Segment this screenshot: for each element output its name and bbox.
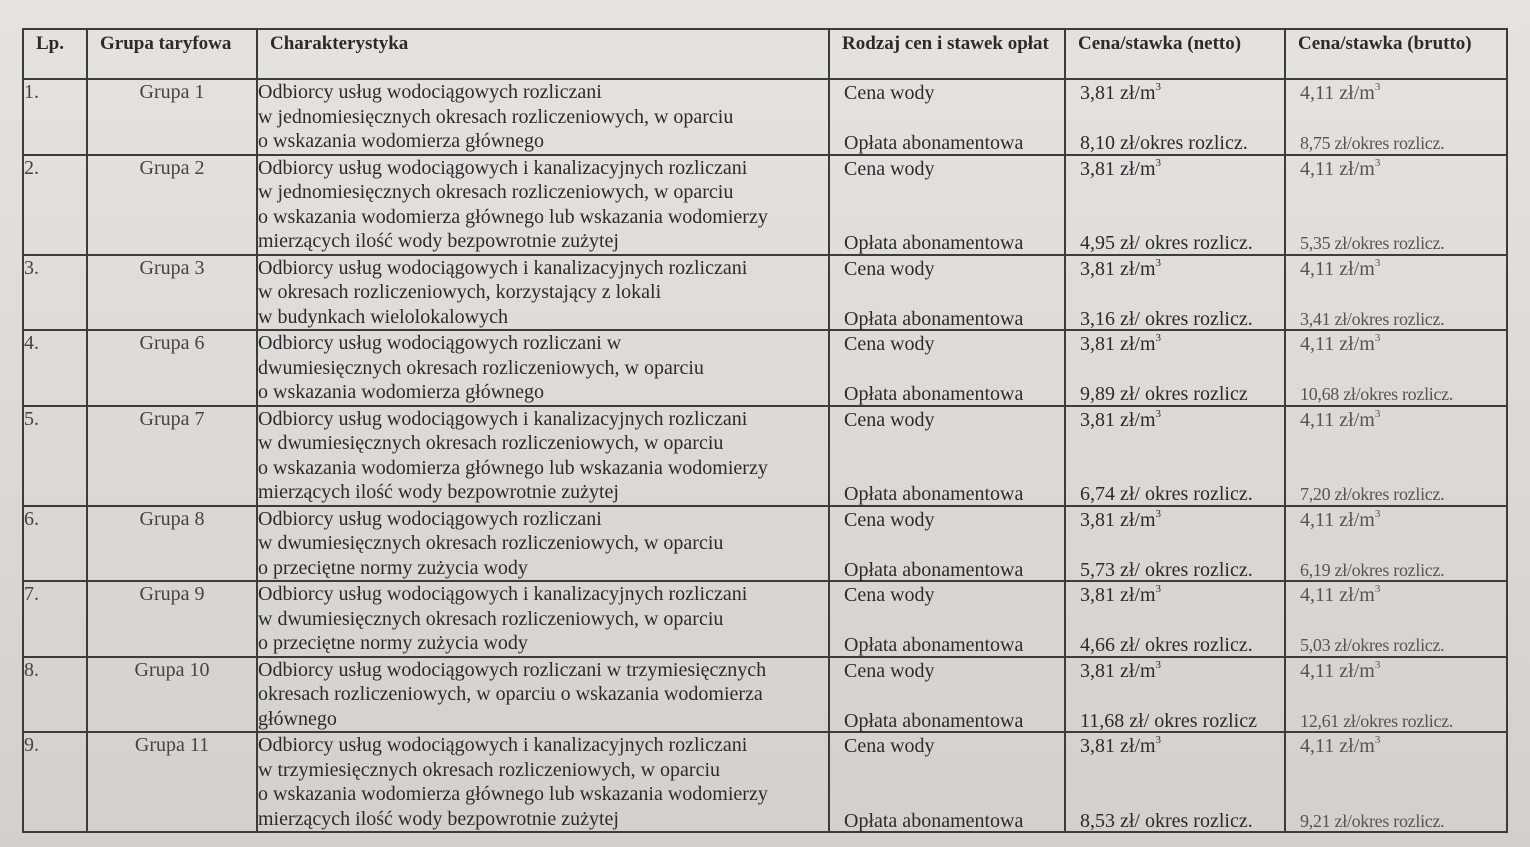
price-type-cell xyxy=(829,79,1065,155)
cubic-exponent: 3 xyxy=(1155,658,1162,671)
gross-subscription-fee: 8,75 zł/okres rozlicz. xyxy=(1300,133,1445,153)
characteristic-line: dwumiesięcznych okresach rozliczeniowych, w oparciu xyxy=(258,356,704,379)
gross-water-price xyxy=(1300,734,1380,759)
table-row xyxy=(23,79,1507,155)
gross-water-price xyxy=(1300,408,1380,433)
table-row xyxy=(23,657,1507,733)
price-type-cell xyxy=(829,657,1065,733)
net-price-cell xyxy=(1065,79,1285,155)
header-brutto: Cena/stawka (brutto) xyxy=(1285,29,1507,79)
gross-water-value: 4,11 zł/m xyxy=(1300,735,1375,757)
characteristic-line: o wskazania wodomierza głównego lub wskazania wodomierzy xyxy=(258,456,768,479)
cubic-exponent: 3 xyxy=(1155,81,1162,93)
price-type-cell xyxy=(829,155,1065,255)
cubic-exponent: 3 xyxy=(1374,256,1381,269)
price-type-water: Cena wody xyxy=(844,408,935,431)
gross-water-value: 4,11 zł/m xyxy=(1300,508,1375,531)
gross-subscription-fee: 10,68 zł/okres rozlicz. xyxy=(1300,384,1454,404)
price-type-water: Cena wody xyxy=(844,508,935,531)
cubic-exponent: 3 xyxy=(1374,507,1381,520)
net-water-value: 3,81 zł/m xyxy=(1080,508,1156,531)
price-type-cell xyxy=(829,732,1065,832)
characteristic-line: w jednomiesięcznych okresach rozliczeniowych, w oparciu xyxy=(258,181,734,203)
net-subscription-fee: 6,74 zł/ okres rozlicz. xyxy=(1080,483,1253,505)
table-header xyxy=(23,29,1507,79)
characteristic-line: o wskazania wodomierza głównego xyxy=(258,381,545,403)
net-subscription-fee: 3,16 zł/ okres rozlicz. xyxy=(1080,307,1253,330)
characteristic-line: mierzących ilość wody bezpowrotnie zużytej xyxy=(258,807,619,830)
characteristic-cell xyxy=(257,255,829,331)
price-type-subscription: Opłata abonamentowa xyxy=(844,232,1024,254)
price-type-water: Cena wody xyxy=(844,333,935,355)
characteristic-line: w okresach rozliczeniowych, korzystający z lokali xyxy=(258,281,662,303)
price-type-water: Cena wody xyxy=(844,584,935,606)
price-type-cell xyxy=(829,255,1065,331)
net-subscription-fee: 8,53 zł/ okres rozlicz. xyxy=(1080,809,1253,832)
net-price-cell xyxy=(1065,657,1285,733)
price-type-subscription: Opłata abonamentowa xyxy=(844,558,1024,581)
characteristic-line: o przeciętne normy zużycia wody xyxy=(258,632,528,654)
characteristic-line: mierzących ilość wody bezpowrotnie zużytej xyxy=(258,481,619,503)
tariff-group: Grupa 7 xyxy=(87,406,257,506)
row-number: 8. xyxy=(23,657,87,733)
header-rodzaj: Rodzaj cen i stawek opłat xyxy=(829,29,1065,79)
row-number: 1. xyxy=(23,79,87,155)
table-row xyxy=(23,581,1507,657)
net-water-price xyxy=(1080,332,1161,357)
net-subscription-fee: 4,66 zł/ okres rozlicz. xyxy=(1080,634,1253,656)
tariff-group: Grupa 1 xyxy=(87,79,257,155)
gross-water-value: 4,11 zł/m xyxy=(1300,333,1375,355)
row-number: 3. xyxy=(23,255,87,331)
characteristic-line: Odbiorcy usług wodociągowych rozliczani w xyxy=(258,332,622,354)
header-grupa: Grupa taryfowa xyxy=(87,29,257,79)
gross-subscription-fee: 12,61 zł/okres rozlicz. xyxy=(1300,710,1454,731)
characteristic-line: w dwumiesięcznych okresach rozliczeniowych, w oparciu xyxy=(258,607,724,630)
cubic-exponent: 3 xyxy=(1155,734,1162,746)
gross-price-cell xyxy=(1285,155,1507,255)
net-subscription-fee: 4,95 zł/ okres rozlicz. xyxy=(1080,232,1253,254)
cubic-exponent: 3 xyxy=(1155,507,1162,520)
gross-subscription-fee: 7,20 zł/okres rozlicz. xyxy=(1300,484,1445,504)
cubic-exponent: 3 xyxy=(1155,583,1162,595)
net-water-price xyxy=(1080,583,1161,608)
gross-water-value: 4,11 zł/m xyxy=(1300,659,1375,682)
cubic-exponent: 3 xyxy=(1374,407,1381,420)
net-subscription-fee: 9,89 zł/ okres rozlicz xyxy=(1080,383,1248,405)
cubic-exponent: 3 xyxy=(1155,256,1162,269)
gross-water-price xyxy=(1300,583,1380,608)
net-water-value: 3,81 zł/m xyxy=(1080,584,1156,606)
price-type-water: Cena wody xyxy=(844,82,935,104)
gross-price-cell xyxy=(1285,506,1507,582)
price-type-water: Cena wody xyxy=(844,735,935,757)
gross-price-cell xyxy=(1285,657,1507,733)
header-row xyxy=(23,29,1507,79)
row-number: 4. xyxy=(23,330,87,406)
characteristic-cell xyxy=(257,581,829,657)
characteristic-line: mierzących ilość wody bezpowrotnie zużytej xyxy=(258,230,619,252)
tariff-group: Grupa 10 xyxy=(87,657,257,733)
characteristic-line: Odbiorcy usług wodociągowych rozliczani xyxy=(258,507,602,530)
cubic-exponent: 3 xyxy=(1374,658,1381,671)
cubic-exponent: 3 xyxy=(1374,81,1381,93)
gross-water-price xyxy=(1300,508,1380,533)
table-row xyxy=(23,255,1507,331)
header-lp: Lp. xyxy=(23,29,87,79)
price-type-cell xyxy=(829,506,1065,582)
characteristic-line: w dwumiesięcznych okresach rozliczeniowych, w oparciu xyxy=(258,432,724,454)
gross-subscription-fee: 9,21 zł/okres rozlicz. xyxy=(1300,810,1445,831)
gross-water-value: 4,11 zł/m xyxy=(1300,584,1375,606)
net-subscription-fee: 5,73 zł/ okres rozlicz. xyxy=(1080,558,1253,581)
tariff-table xyxy=(22,28,1508,833)
characteristic-line: Odbiorcy usług wodociągowych i kanalizacyjnych rozliczani xyxy=(258,734,748,756)
characteristic-line: Odbiorcy usług wodociągowych i kanalizacyjnych rozliczani xyxy=(258,156,748,179)
characteristic-line: o wskazania wodomierza głównego xyxy=(258,130,545,152)
net-price-cell xyxy=(1065,406,1285,506)
price-type-subscription: Opłata abonamentowa xyxy=(844,383,1024,405)
price-type-subscription: Opłata abonamentowa xyxy=(844,483,1024,505)
tariff-group: Grupa 8 xyxy=(87,506,257,582)
tariff-group: Grupa 9 xyxy=(87,581,257,657)
gross-water-price xyxy=(1300,659,1380,684)
net-price-cell xyxy=(1065,255,1285,331)
row-number: 2. xyxy=(23,155,87,255)
price-type-subscription: Opłata abonamentowa xyxy=(844,809,1024,832)
net-water-value: 3,81 zł/m xyxy=(1080,333,1156,355)
net-water-value: 3,81 zł/m xyxy=(1080,659,1156,682)
characteristic-line: w jednomiesięcznych okresach rozliczeniowych, w oparciu xyxy=(258,105,734,128)
net-price-cell xyxy=(1065,506,1285,582)
price-type-subscription: Opłata abonamentowa xyxy=(844,132,1024,154)
gross-water-value: 4,11 zł/m xyxy=(1300,257,1375,280)
net-water-value: 3,81 zł/m xyxy=(1080,408,1156,431)
cubic-exponent: 3 xyxy=(1374,734,1381,746)
cubic-exponent: 3 xyxy=(1374,156,1381,169)
price-type-subscription: Opłata abonamentowa xyxy=(844,634,1024,656)
gross-water-price xyxy=(1300,157,1380,182)
net-water-value: 3,81 zł/m xyxy=(1080,257,1156,280)
net-water-value: 3,81 zł/m xyxy=(1080,157,1156,180)
gross-price-cell xyxy=(1285,330,1507,406)
tariff-group: Grupa 3 xyxy=(87,255,257,331)
gross-water-price xyxy=(1300,332,1380,357)
tariff-group: Grupa 2 xyxy=(87,155,257,255)
net-water-price xyxy=(1080,157,1161,182)
table-row xyxy=(23,155,1507,255)
characteristic-line: o wskazania wodomierza głównego lub wskazania wodomierzy xyxy=(258,205,768,228)
characteristic-line: głównego xyxy=(258,707,337,730)
price-type-cell xyxy=(829,581,1065,657)
table-body xyxy=(23,79,1507,832)
gross-price-cell xyxy=(1285,255,1507,331)
cubic-exponent: 3 xyxy=(1155,156,1162,169)
price-type-cell xyxy=(829,330,1065,406)
net-water-value: 3,81 zł/m xyxy=(1080,735,1156,757)
net-water-value: 3,81 zł/m xyxy=(1080,82,1156,104)
header-charakterystyka: Charakterystyka xyxy=(257,29,829,79)
gross-price-cell xyxy=(1285,732,1507,832)
gross-subscription-fee: 5,03 zł/okres rozlicz. xyxy=(1300,635,1445,655)
net-price-cell xyxy=(1065,155,1285,255)
characteristic-line: Odbiorcy usług wodociągowych i kanalizacyjnych rozliczani xyxy=(258,583,748,605)
gross-subscription-fee: 5,35 zł/okres rozlicz. xyxy=(1300,233,1445,253)
net-price-cell xyxy=(1065,732,1285,832)
price-type-water: Cena wody xyxy=(844,659,935,682)
net-price-cell xyxy=(1065,581,1285,657)
net-water-price xyxy=(1080,257,1161,282)
price-type-subscription: Opłata abonamentowa xyxy=(844,709,1024,732)
tariff-group: Grupa 11 xyxy=(87,732,257,832)
characteristic-line: Odbiorcy usług wodociągowych i kanalizacyjnych rozliczani xyxy=(258,256,748,279)
gross-subscription-fee: 6,19 zł/okres rozlicz. xyxy=(1300,559,1445,580)
table-row xyxy=(23,506,1507,582)
row-number: 9. xyxy=(23,732,87,832)
gross-price-cell xyxy=(1285,406,1507,506)
gross-subscription-fee: 3,41 zł/okres rozlicz. xyxy=(1300,308,1445,329)
table-row xyxy=(23,330,1507,406)
row-number: 6. xyxy=(23,506,87,582)
characteristic-line: o wskazania wodomierza głównego lub wskazania wodomierzy xyxy=(258,783,768,805)
characteristic-line: okresach rozliczeniowych, w oparciu o wskazania wodomierza xyxy=(258,683,763,705)
net-price-cell xyxy=(1065,330,1285,406)
net-water-price xyxy=(1080,508,1161,533)
gross-price-cell xyxy=(1285,79,1507,155)
characteristic-cell xyxy=(257,732,829,832)
characteristic-line: w dwumiesięcznych okresach rozliczeniowych, w oparciu xyxy=(258,532,724,554)
price-type-subscription: Opłata abonamentowa xyxy=(844,307,1024,330)
row-number: 5. xyxy=(23,406,87,506)
cubic-exponent: 3 xyxy=(1155,332,1162,344)
table-row xyxy=(23,732,1507,832)
net-subscription-fee: 8,10 zł/okres rozlicz. xyxy=(1080,132,1248,154)
characteristic-line: Odbiorcy usług wodociągowych rozliczani w trzymiesięcznych xyxy=(258,658,767,681)
header-netto: Cena/stawka (netto) xyxy=(1065,29,1285,79)
gross-water-price xyxy=(1300,81,1380,106)
price-type-cell xyxy=(829,406,1065,506)
gross-water-price xyxy=(1300,257,1380,282)
characteristic-line: w trzymiesięcznych okresach rozliczeniowych, w oparciu xyxy=(258,758,721,781)
cubic-exponent: 3 xyxy=(1374,332,1381,344)
gross-water-value: 4,11 zł/m xyxy=(1300,408,1375,431)
cubic-exponent: 3 xyxy=(1374,583,1381,595)
gross-water-value: 4,11 zł/m xyxy=(1300,157,1375,180)
price-type-water: Cena wody xyxy=(844,257,935,280)
characteristic-line: o przeciętne normy zużycia wody xyxy=(258,556,528,579)
table-row xyxy=(23,406,1507,506)
characteristic-cell xyxy=(257,506,829,582)
characteristic-line: Odbiorcy usług wodociągowych rozliczani xyxy=(258,81,602,103)
net-water-price xyxy=(1080,408,1161,433)
characteristic-cell xyxy=(257,657,829,733)
tariff-group: Grupa 6 xyxy=(87,330,257,406)
characteristic-line: w budynkach wielolokalowych xyxy=(258,305,508,328)
gross-water-value: 4,11 zł/m xyxy=(1300,82,1375,104)
characteristic-cell xyxy=(257,330,829,406)
row-number: 7. xyxy=(23,581,87,657)
net-water-price xyxy=(1080,734,1161,759)
net-subscription-fee: 11,68 zł/ okres rozlicz xyxy=(1080,709,1257,732)
characteristic-line: Odbiorcy usług wodociągowych i kanalizacyjnych rozliczani xyxy=(258,407,748,430)
gross-price-cell xyxy=(1285,581,1507,657)
net-water-price xyxy=(1080,81,1161,106)
cubic-exponent: 3 xyxy=(1155,407,1162,420)
net-water-price xyxy=(1080,659,1161,684)
price-type-water: Cena wody xyxy=(844,157,935,180)
characteristic-cell xyxy=(257,155,829,255)
characteristic-cell xyxy=(257,79,829,155)
characteristic-cell xyxy=(257,406,829,506)
